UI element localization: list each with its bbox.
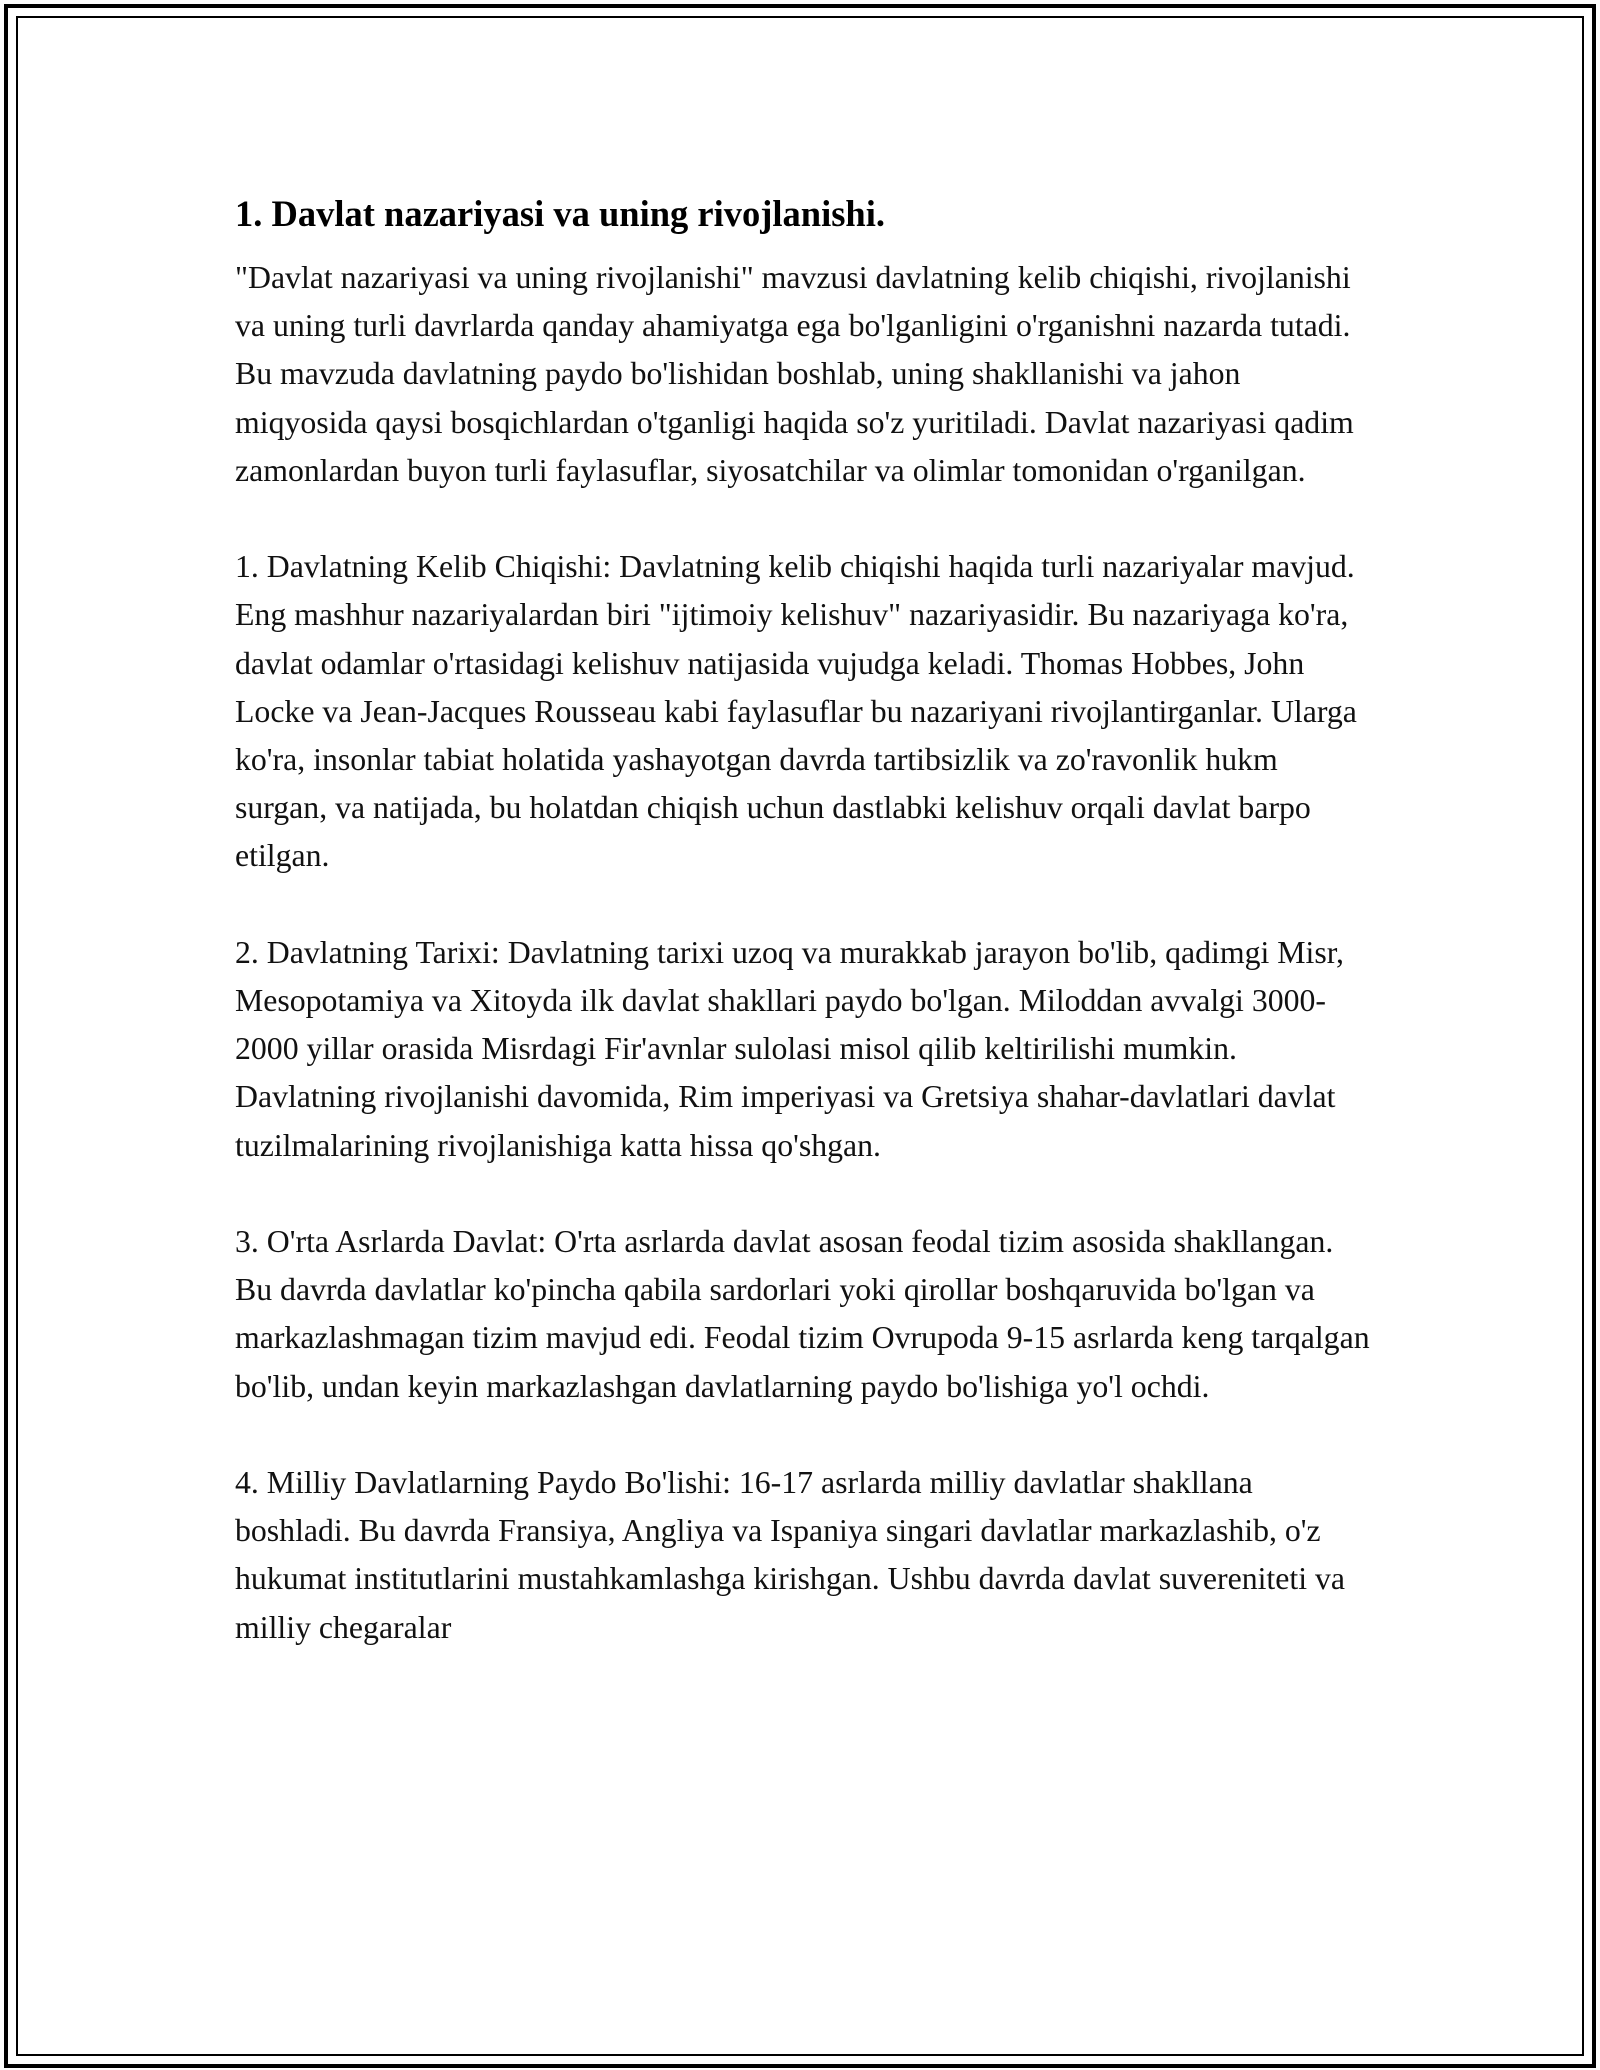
paragraph-national-states: 4. Milliy Davlatlarning Paydo Bo'lishi: 16-17 asrlarda milliy davlatlar shakllana boshladi. Bu davrda Fransiya, Angliya va Ispaniya singari davlatlar markazlashib, o'z hukumat institutlarini mustahkamlashga kirishgan. Ushbu davrda davlat suvereniteti va milliy chegaralar — [235, 1465, 1346, 1645]
document-title: 1. Davlat nazariyasi va uning rivojlanishi. — [235, 193, 885, 234]
paragraph-intro: "Davlat nazariyasi va uning rivojlanishi" mavzusi davlatning kelib chiqishi, rivojlanishi va uning turli davrlarda qanday ahamiyatga ega bo'lganligini o'rganishni nazarda tutadi. Bu mavzuda davlatning paydo bo'lishidan boshlab, uning shakllanishi va jahon miqyosida qaysi bosqichlardan o'tganligi haqida so'z yuritiladi. Davlat nazariyasi qadim zamonlardan buyon turli faylasuflar, siyosatchilar va olimlar tomonidan o'rganilgan. — [235, 260, 1354, 488]
paragraph-origin: 1. Davlatning Kelib Chiqishi: Davlatning kelib chiqishi haqida turli nazariyalar mavjud. Eng mashhur nazariyalardan biri "ijtimoiy kelishuv" nazariyasidir. Bu nazariyaga ko'ra, davlat odamlar o'rtasidagi kelishuv natijasida vujudga keladi. Thomas Hobbes, John Locke va Jean-Jacques Rousseau kabi faylasuflar bu nazariyani rivojlantirganlar. Ularga ko'ra, insonlar tabiat holatida yashayotgan davrda tartibsizlik va zo'ravonlik hukm surgan, va natijada, bu holatdan chiqish uchun dastlabki kelishuv orqali davlat barpo etilgan. — [235, 549, 1357, 874]
paragraph-history: 2. Davlatning Tarixi: Davlatning tarixi uzoq va murakkab jarayon bo'lib, qadimgi Misr, Mesopotamiya va Xitoyda ilk davlat shakllari paydo bo'lgan. Miloddan avvalgi 3000-2000 yillar orasida Misrdagi Fir'avnlar sulolasi misol qilib keltirilishi mumkin. Davlatning rivojlanishi davomida, Rim imperiyasi va Gretsiya shahar-davlatlari davlat tuzilmalarining rivojlanishiga katta hissa qo'shgan. — [235, 934, 1344, 1163]
document-body — [235, 186, 1375, 1652]
paragraph-middle-ages: 3. O'rta Asrlarda Davlat: O'rta asrlarda davlat asosan feodal tizim asosida shakllangan. Bu davrda davlatlar ko'pincha qabila sardorlari yoki qirollar boshqaruvida bo'lgan va markazlashmagan tizim mavjud edi. Feodal tizim Ovrupoda 9-15 asrlarda keng tarqalgan bo'lib, undan keyin markazlashgan davlatlarning paydo bo'lishiga yo'l ochdi. — [235, 1224, 1370, 1404]
